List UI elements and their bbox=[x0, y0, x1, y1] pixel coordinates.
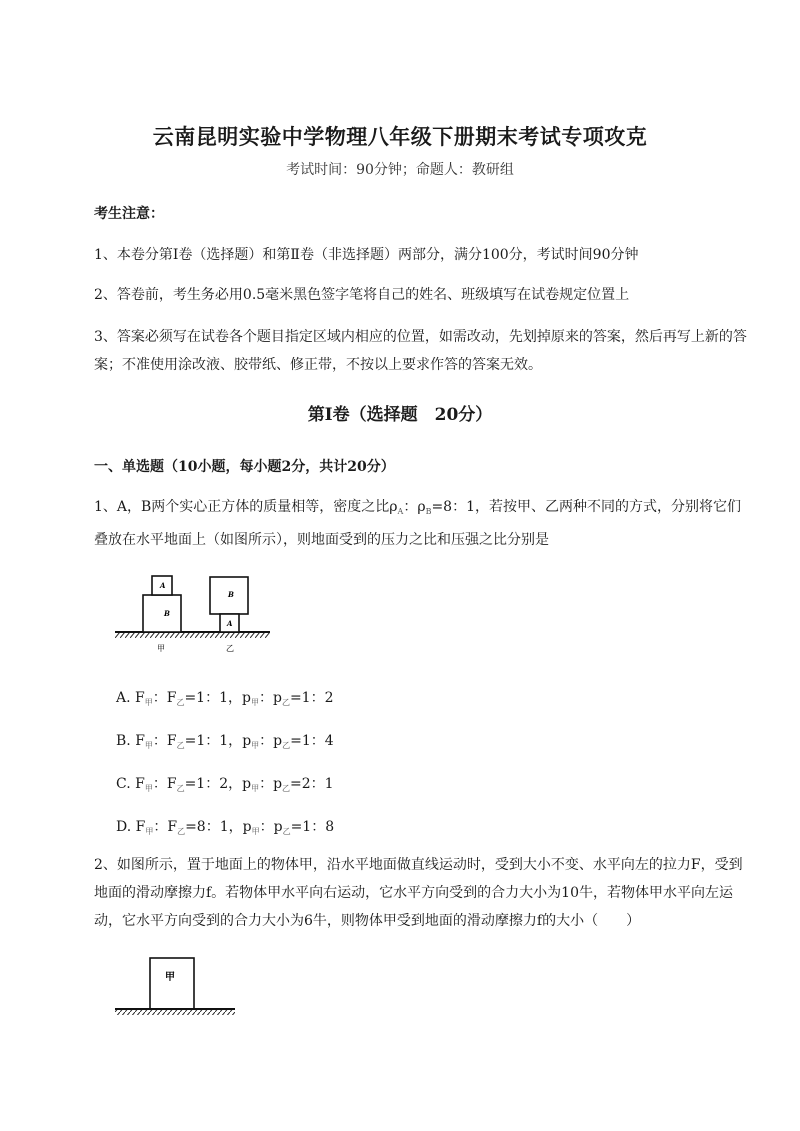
q1-option-b[interactable]: B. $F_甲$：$F_乙=1$：1，$p_甲$：$p_乙=1$：4 bbox=[116, 733, 334, 750]
block-jia bbox=[150, 958, 194, 1009]
q1-option-a[interactable]: A. $F_甲$：$F_乙=1$：1，$p_甲$：$p_乙=1$：2 bbox=[116, 690, 334, 707]
ground-hatch bbox=[115, 633, 270, 638]
exam-title: 云南昆明实验中学物理八年级下册期末考试专项攻克 bbox=[152, 124, 648, 149]
label-jia: 甲 bbox=[157, 644, 165, 653]
q1-option-d[interactable]: D. $F_甲$：$F_乙=8$：1，$p_甲$：$p_乙=1$：8 bbox=[116, 819, 335, 836]
question-1-text: 1、A，B两个实心正方体的质量相等，密度之比$\rho_A$：$\rho_B=8$：1，若按甲、乙两种不同的方式，分别将它们叠放在水平地面上（如图所示），则地面受到的压力之比和压强之比分别是 bbox=[94, 499, 741, 548]
block-a-left-label: A bbox=[160, 581, 166, 590]
notice-item-1: 1、本卷分第Ⅰ卷（选择题）和第Ⅱ卷（非选择题）两部分，满分100分，考试时间90分钟 bbox=[94, 247, 639, 263]
question-1-figure bbox=[110, 566, 280, 662]
notice-item-2: 2、答卷前，考生务必用0.5毫米黑色签字笔将自己的姓名、班级填写在试卷规定位置上 bbox=[94, 287, 630, 303]
part-heading: 一、单选题（10小题，每小题2分，共计20分） bbox=[94, 459, 395, 475]
block-b-right-label: B bbox=[228, 590, 234, 599]
question-2-text: 2、如图所示，置于地面上的物体甲，沿水平地面做直线运动时，受到大小不变、水平向左的拉力F，受到地面的滑动摩擦力f。若物体甲水平向右运动，它水平方向受到的合力大小为10牛，若物体甲水平向左运动，它水平方向受到的合力大小为6牛，则物体甲受到地面的滑动摩擦力f的大小（ ） bbox=[94, 857, 743, 929]
label-yi: 乙 bbox=[226, 644, 234, 653]
block-jia-label: 甲 bbox=[165, 972, 175, 983]
exam-subtitle: 考试时间：90分钟；命题人：教研组 bbox=[286, 162, 514, 178]
notice-heading: 考生注意： bbox=[94, 206, 164, 222]
question-2-figure bbox=[110, 952, 250, 1022]
block-a-right-label: A bbox=[227, 619, 233, 628]
q1-option-c[interactable]: C. $F_甲$：$F_乙=1$：2，$p_甲$：$p_乙=2$：1 bbox=[116, 776, 334, 793]
block-b-left-label: B bbox=[164, 609, 170, 618]
ground-hatch-2 bbox=[115, 1010, 235, 1015]
notice-item-3: 3、答案必须写在试卷各个题目指定区域内相应的位置，如需改动，先划掉原来的答案，然后再写上新的答案；不准使用涂改液、胶带纸、修正带，不按以上要求作答的答案无效。 bbox=[94, 329, 747, 373]
block-b-left bbox=[143, 595, 181, 632]
section-title: 第Ⅰ卷（选择题 20分） bbox=[307, 405, 493, 425]
